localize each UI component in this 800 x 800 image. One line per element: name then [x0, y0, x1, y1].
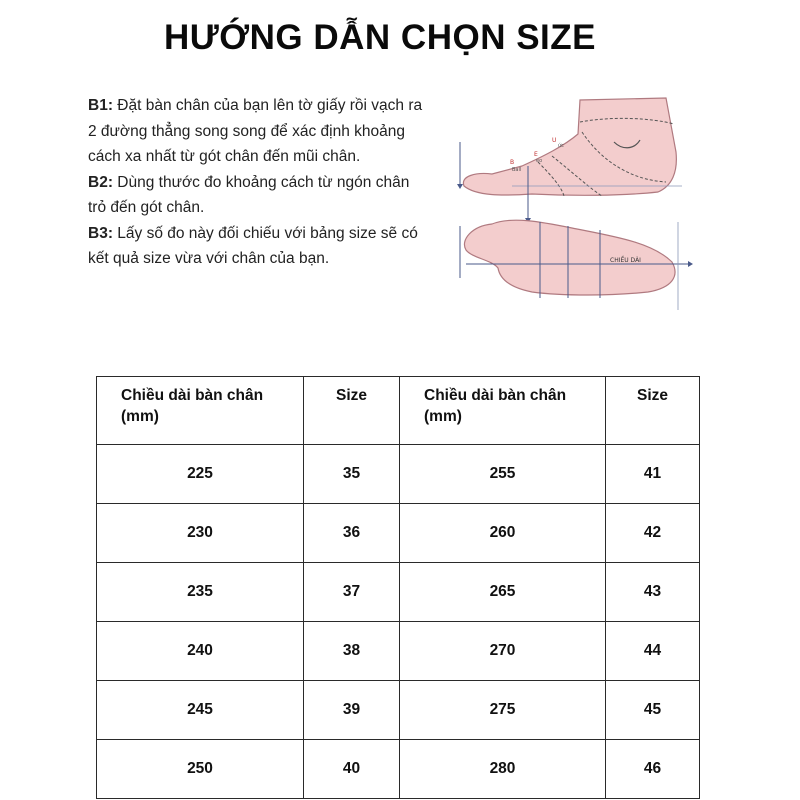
- label-uc: ức: [558, 143, 564, 149]
- table-cell: 270: [400, 622, 606, 681]
- table-cell: 35: [304, 445, 400, 504]
- table-cell: 275: [400, 681, 606, 740]
- table-cell: 40: [304, 740, 400, 799]
- page-title: HƯỚNG DẪN CHỌN SIZE: [163, 18, 596, 57]
- column-header: Size: [606, 377, 700, 445]
- table-cell: 250: [97, 740, 304, 799]
- table-cell: 280: [400, 740, 606, 799]
- label-eo: eo: [536, 158, 543, 164]
- table-row: [97, 622, 700, 681]
- table-header-row: [97, 377, 700, 445]
- table-cell: 45: [606, 681, 700, 740]
- step-label: B1:: [88, 97, 113, 114]
- foot-side-view: [463, 98, 676, 195]
- step-text: Lấy số đo này đối chiếu với bảng size sẽ có kết quả size vừa với chân của bạn.: [88, 224, 418, 267]
- column-header: Size: [304, 377, 400, 445]
- label-e: E: [534, 151, 538, 158]
- step-1: [88, 93, 428, 170]
- table-cell: 41: [606, 445, 700, 504]
- table-row: [97, 681, 700, 740]
- step-2: [88, 170, 428, 221]
- table-cell: 37: [304, 563, 400, 622]
- instructions: [88, 93, 428, 272]
- table-row: [97, 504, 700, 563]
- table-cell: 265: [400, 563, 606, 622]
- arrow-head: [457, 184, 463, 189]
- table-cell: 43: [606, 563, 700, 622]
- column-header: Chiều dài bàn chân (mm): [400, 377, 606, 445]
- table-cell: 39: [304, 681, 400, 740]
- table-row: [97, 563, 700, 622]
- table-row: [97, 445, 700, 504]
- table-cell: 245: [97, 681, 304, 740]
- size-table: [96, 376, 700, 799]
- step-label: B2:: [88, 173, 113, 191]
- label-u: U: [552, 137, 557, 144]
- table-cell: 255: [400, 445, 606, 504]
- foot-top-view: [464, 220, 675, 295]
- table-cell: 38: [304, 622, 400, 681]
- table-row: [97, 740, 700, 799]
- table-cell: 42: [606, 504, 700, 563]
- arrow-head: [688, 261, 693, 267]
- step-text: Dùng thước đo khoảng cách từ ngón chân trỏ đến gót chân.: [88, 173, 410, 216]
- column-header: Chiều dài bàn chân (mm): [97, 377, 304, 445]
- step-3: [88, 221, 428, 272]
- label-ball: Ball: [512, 167, 522, 173]
- table-cell: 235: [97, 563, 304, 622]
- step-text: Đặt bàn chân của bạn lên tờ giấy rồi vạch ra 2 đường thẳng song song để xác định khoảng cách xa nhất từ gót chân đến mũi chân.: [88, 97, 423, 165]
- label-b: B: [510, 159, 515, 166]
- table-cell: 260: [400, 504, 606, 563]
- foot-measurement-diagram: [452, 92, 702, 312]
- step-label: B3:: [88, 224, 113, 242]
- table-cell: 225: [97, 445, 304, 504]
- table-cell: 230: [97, 504, 304, 563]
- table-cell: 44: [606, 622, 700, 681]
- table-cell: 46: [606, 740, 700, 799]
- table-cell: 36: [304, 504, 400, 563]
- table-cell: 240: [97, 622, 304, 681]
- label-length: CHIỀU DÀI: [610, 257, 641, 264]
